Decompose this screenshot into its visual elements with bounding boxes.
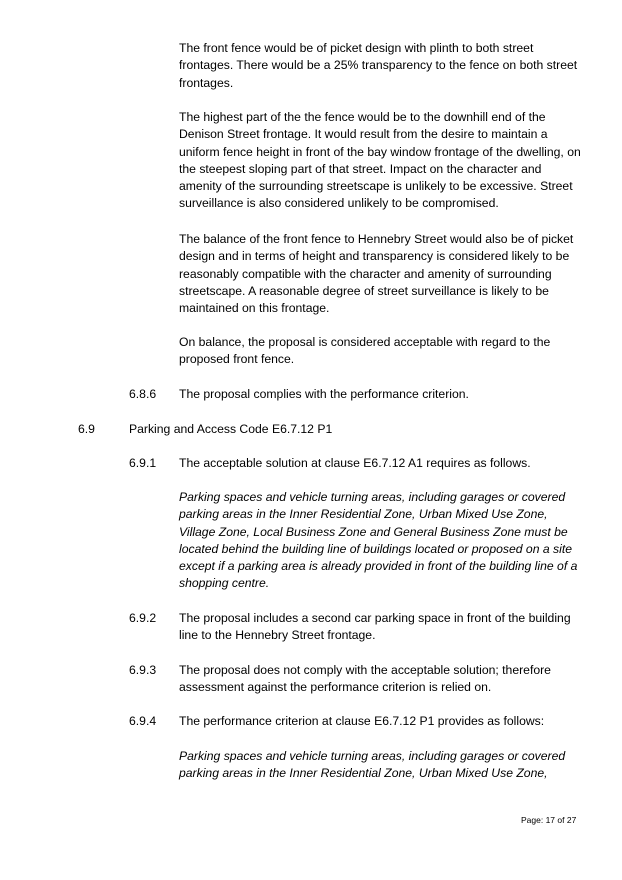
clause-text-6-9-4: The performance criterion at clause E6.7.12 P1 provides as follows:	[179, 714, 545, 728]
clause-number-6-8-6: 6.8.6	[129, 387, 157, 401]
section-number: 6.9	[78, 422, 95, 436]
clause-text-6-9-3: The proposal does not comply with the acceptable solution; therefore assessment against the performance criterion is relied on.	[179, 663, 551, 695]
clause-text-6-8-6: The proposal complies with the performance criterion.	[179, 387, 469, 401]
paragraph-on-balance: On balance, the proposal is considered acceptable with regard to the proposed front fence.	[179, 335, 551, 367]
section-title: Parking and Access Code E6.7.12 P1	[129, 422, 333, 436]
clause-text-6-9-2: The proposal includes a second car parking space in front of the building line to the Hennebry Street frontage.	[179, 611, 571, 643]
quote-performance-criterion: Parking spaces and vehicle turning areas, including garages or covered parking areas in the Inner Residential Zone, Urban Mixed Use Zone,	[179, 749, 566, 781]
clause-text-6-9-1: The acceptable solution at clause E6.7.12 A1 requires as follows.	[179, 456, 531, 470]
clause-number-6-9-1: 6.9.1	[129, 456, 157, 470]
paragraph-highest-fence-part: The highest part of the the fence would be to the downhill end of the Denison Street frontage. It would result from the desire to maintain a uniform fence height in front of the bay window frontage of the dwelling, on the steepest sloping part of that street. Impact on the character and amenity of the surrounding streetscape is unlikely to be excessive. Street surveillance is also considered unlikely to be compromised.	[179, 110, 581, 211]
paragraph-front-fence-design: The front fence would be of picket design with plinth to both street frontages. There would be a 25% transparency to the fence on both street frontages.	[179, 41, 578, 90]
paragraph-hennebry-fence-balance: The balance of the front fence to Hennebry Street would also be of picket design and in terms of height and transparency is considered likely to be reasonably compatible with the character and amenity of surrounding streetscape. A reasonable degree of street surveillance is likely to be maintained on this frontage.	[179, 232, 574, 316]
clause-number-6-9-4: 6.9.4	[129, 714, 157, 728]
page-number-footer: Page: 17 of 27	[521, 815, 577, 825]
quote-acceptable-solution: Parking spaces and vehicle turning areas, including garages or covered parking areas in the Inner Residential Zone, Urban Mixed Use Zone, Village Zone, Local Business Zone and General Business Zone must be located behind the building line of buildings located or proposed on a site except if a parking area is already provided in front of the building line of a shopping centre.	[179, 490, 578, 591]
clause-number-6-9-2: 6.9.2	[129, 611, 157, 625]
clause-number-6-9-3: 6.9.3	[129, 663, 157, 677]
